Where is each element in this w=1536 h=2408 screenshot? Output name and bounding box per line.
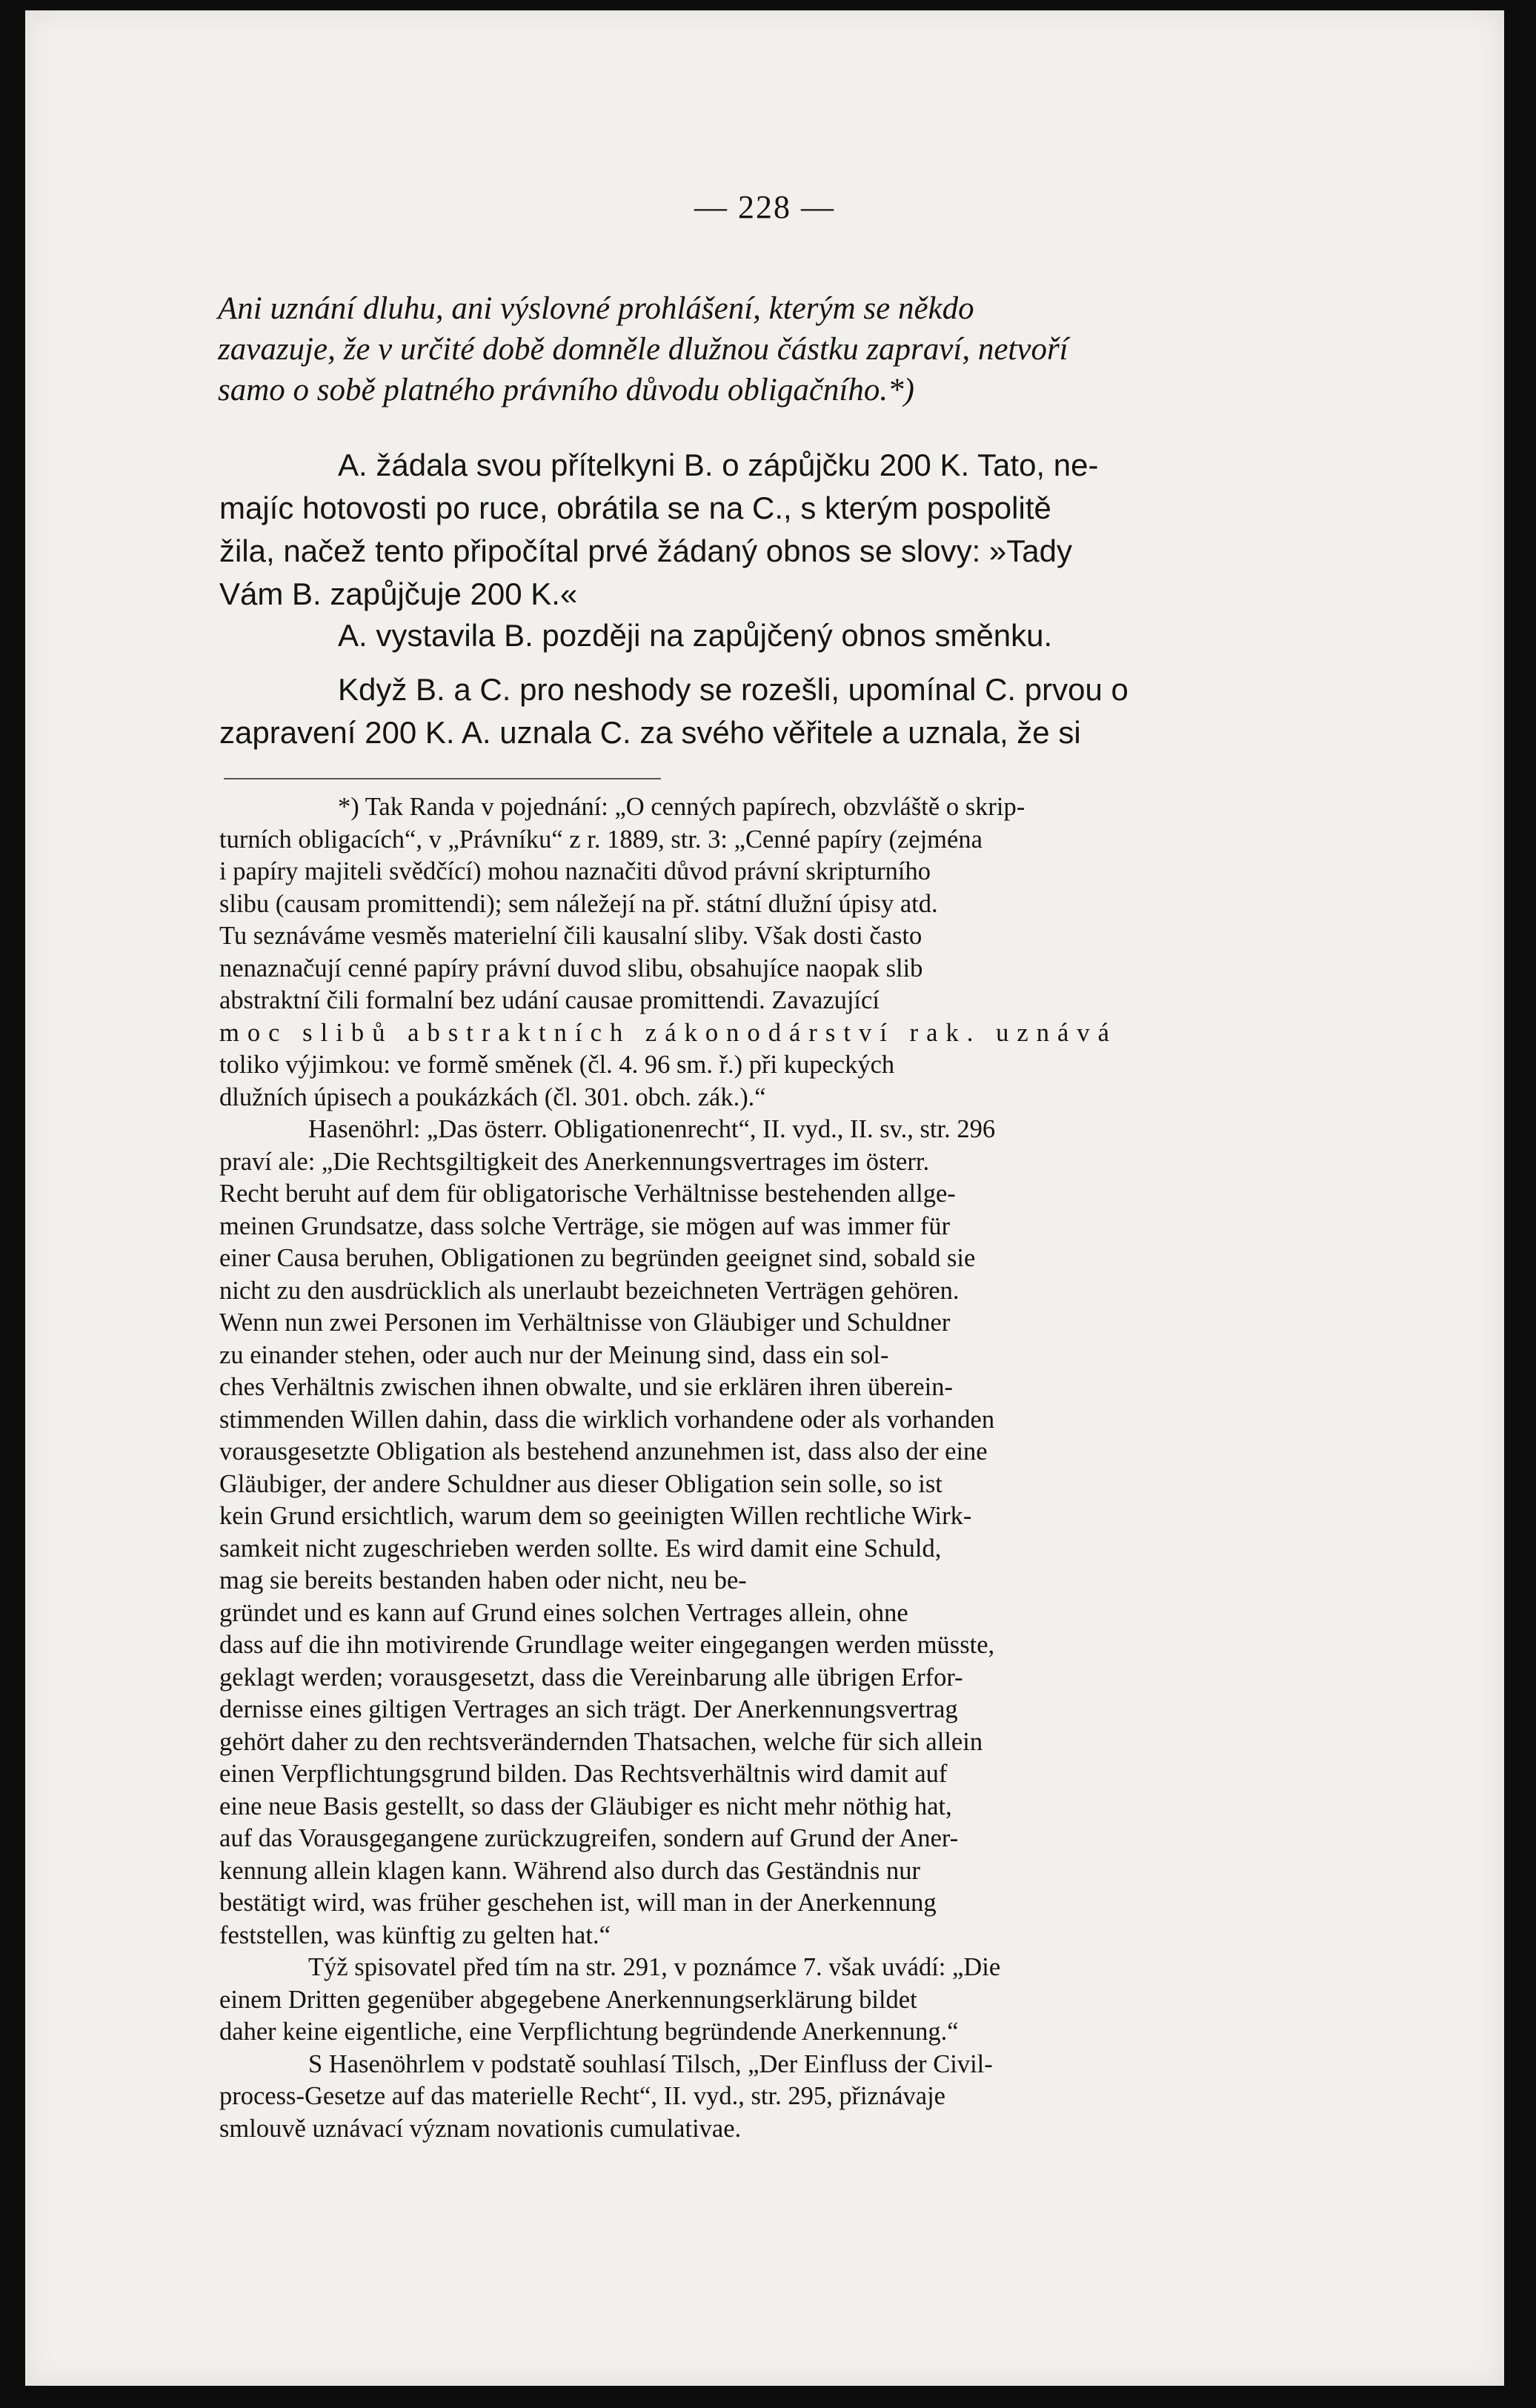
footnote-divider <box>224 778 661 779</box>
footnote-line: dass auf die ihn motivirende Grundlage weiter eingegangen werden müsste, <box>219 1631 995 1659</box>
footnote-line: Gläubiger, der andere Schuldner aus dieser Obligation sein solle, so ist <box>219 1469 942 1498</box>
footnote-line: moc slibů abstraktních zákonodárství rak. uznává <box>219 1018 1118 1047</box>
footnote-line: process-Gesetze auf das materielle Recht“, II. vyd., str. 295, přiznávaje <box>219 2082 945 2110</box>
footnote-line: Týž spisovatel před tím na str. 291, v poznámce 7. však uvádí: „Die <box>308 1953 1001 1981</box>
footnote-line: auf das Vorausgegangene zurückzugreifen, sondern auf Grund der Aner- <box>219 1824 959 1852</box>
footnote-line: Wenn nun zwei Personen im Verhältnisse von Gläubiger und Schuldner <box>219 1308 951 1337</box>
footnote-line: eine neue Basis gestellt, so dass der Gläubiger es nicht mehr nöthig hat, <box>219 1792 952 1820</box>
footnote-line: turních obligacích“, v „Právníku“ z r. 1889, str. 3: „Cenné papíry (zejména <box>219 825 983 854</box>
text-line: zapravení 200 K. A. uznala C. za svého věřitele a uznala, že si <box>219 715 1081 750</box>
footnote-line: zu einander stehen, oder auch nur der Meinung sind, dass ein sol- <box>219 1340 889 1369</box>
footnote-line: kennung allein klagen kann. Während also durch das Geständnis nur <box>219 1856 920 1885</box>
footnote-line: meinen Grundsatze, dass solche Verträge, sie mögen auf was immer für <box>219 1211 951 1240</box>
footnote-line: i papíry majiteli svědčící) mohou naznačiti důvod právní skripturního <box>219 857 931 885</box>
heading-line: Ani uznání dluhu, ani výslovné prohlášení, kterým se někdo <box>218 291 974 326</box>
footnote-line: vorausgesetzte Obligation als bestehend anzunehmen ist, dass also der eine <box>219 1437 988 1466</box>
text-line: A. vystavila B. později na zapůjčený obnos směnku. <box>338 618 1053 653</box>
footnote-line: dlužních úpisech a poukázkách (čl. 301. obch. zák.).“ <box>219 1082 766 1111</box>
footnote <box>219 791 1375 2145</box>
footnote-line: bestätigt wird, was früher geschehen ist, will man in der Anerkennung <box>219 1889 937 1917</box>
footnote-line: feststellen, was künftig zu gelten hat.“ <box>219 1920 611 1949</box>
text-line: Vám B. zapůjčuje 200 K.« <box>219 576 578 611</box>
footnote-line: slibu (causam promittendi); sem náležejí na př. státní dlužní úpisy atd. <box>219 889 938 918</box>
page-number: — 228 — <box>694 189 835 225</box>
footnote-line: Hasenöhrl: „Das österr. Obligationenrecht“, II. vyd., II. sv., str. 296 <box>308 1115 996 1143</box>
paragraph-promissory-note <box>219 614 1375 657</box>
footnote-line: stimmenden Willen dahin, dass die wirklich vorhandene oder als vorhanden <box>219 1405 995 1434</box>
footnote-line: abstraktní čili formalní bez udání causae promittendi. Zavazující <box>219 986 880 1014</box>
footnote-line: smlouvě uznávací význam novationis cumulativae. <box>219 2114 742 2143</box>
footnote-line: dernisse eines giltigen Vertrages an sich trägt. Der Anerkennungsvertrag <box>219 1695 958 1723</box>
footnote-line: mag sie bereits bestanden haben oder nicht, neu be- <box>219 1566 747 1594</box>
footnote-line: gehört daher zu den rechtsverändernden Thatsachen, welche für sich allein <box>219 1727 983 1756</box>
heading-line: zavazuje, že v určité době domněle dlužnou částku zapraví, netvoří <box>218 332 1068 367</box>
text-line: Když B. a C. pro neshody se rozešli, upomínal C. prvou o <box>338 672 1128 707</box>
footnote-line: einem Dritten gegenüber abgegebene Anerkennungserklärung bildet <box>219 1985 917 2014</box>
footnote-line: Tu seznáváme vesměs materielní čili kausalní sliby. Však dosti často <box>219 922 922 950</box>
paragraph-facts <box>219 444 1375 616</box>
footnote-line: samkeit nicht zugeschrieben werden sollte. Es wird damit eine Schuld, <box>219 1534 942 1563</box>
footnote-line: kein Grund ersichtlich, warum dem so geeinigten Willen rechtliche Wirk- <box>219 1502 972 1530</box>
footnote-line: S Hasenöhrlem v podstatě souhlasí Tilsch, „Der Einfluss der Civil- <box>308 2049 993 2078</box>
footnote-line: nenaznačují cenné papíry právní duvod slibu, obsahujíce naopak slib <box>219 954 923 982</box>
text-line: majíc hotovosti po ruce, obrátila se na C., s kterým pospolitě <box>219 490 1051 525</box>
case-heading <box>218 288 1374 410</box>
footnote-line: praví ale: „Die Rechtsgiltigkeit des Anerkennungsvertrages im österr. <box>219 1147 930 1176</box>
footnote-line: gründet und es kann auf Grund eines solchen Vertrages allein, ohne <box>219 1598 908 1627</box>
text-line: A. žádala svou přítelkyni B. o zápůjčku 200 K. Tato, ne- <box>338 448 1099 482</box>
heading-line: samo o sobě platného právního důvodu obligačního.*) <box>218 373 914 408</box>
footnote-line: einer Causa beruhen, Obligationen zu begründen geeignet sind, sobald sie <box>219 1244 976 1272</box>
paragraph-dispute <box>219 668 1375 754</box>
footnote-line: nicht zu den ausdrücklich als unerlaubt bezeichneten Verträgen gehören. <box>219 1276 960 1305</box>
footnote-line: toliko výjimkou: ve formě směnek (čl. 4. 96 sm. ř.) při kupeckých <box>219 1051 895 1079</box>
footnote-line: geklagt werden; vorausgesetzt, dass die Vereinbarung alle übrigen Erfor- <box>219 1663 963 1692</box>
footnote-line: einen Verpflichtungsgrund bilden. Das Rechtsverhältnis wird damit auf <box>219 1760 948 1788</box>
footnote-line: daher keine eigentliche, eine Verpflichtung begründende Anerkennung.“ <box>219 2018 959 2046</box>
footnote-line: ches Verhältnis zwischen ihnen obwalte, und sie erklären ihren überein- <box>219 1373 953 1401</box>
text-line: žila, načež tento připočítal prvé žádaný obnos se slovy: »Tady <box>219 533 1072 568</box>
footnote-line: Recht beruht auf dem für obligatorische Verhältnisse bestehenden allge- <box>219 1180 956 1208</box>
footnote-line: *) Tak Randa v pojednání: „O cenných papírech, obzvláště o skrip- <box>338 793 1025 821</box>
book-page <box>25 10 1504 2386</box>
